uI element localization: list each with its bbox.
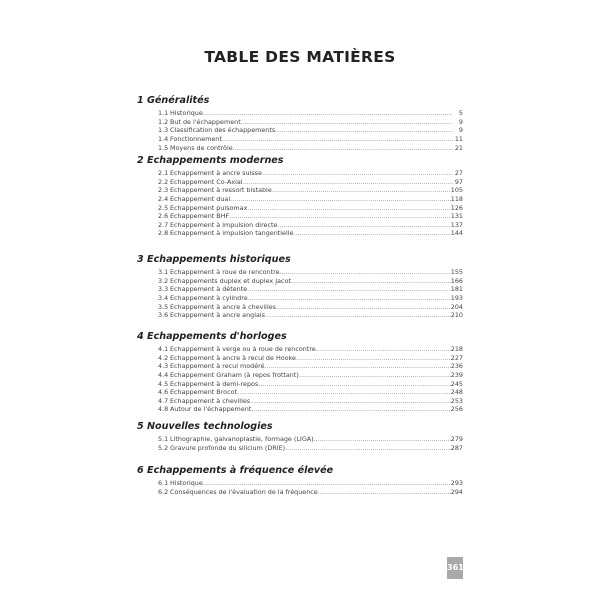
entry-page: 126 (450, 203, 463, 212)
entry-page: 137 (450, 220, 463, 229)
entry-page: 248 (450, 388, 463, 397)
leader-dots (296, 354, 451, 363)
entry-number: 2.7 (158, 220, 169, 229)
toc-entry (137, 186, 463, 195)
entry-label: Echappement à ressort bistable (170, 186, 272, 195)
entry-label: Fonctionnement (170, 134, 222, 143)
leader-dots (241, 118, 453, 127)
toc-entry (137, 294, 463, 303)
entry-page: 227 (450, 353, 463, 362)
toc-entry (137, 277, 463, 286)
entry-label: Echappement à ancre anglais (170, 311, 266, 320)
entry-number: 1.1 (158, 109, 169, 117)
toc-entry (137, 444, 463, 453)
leader-dots (316, 345, 451, 354)
entry-number: 4.8 (158, 405, 169, 414)
entry-number: 2.2 (158, 177, 169, 186)
entry-label: Historique (170, 479, 203, 487)
entry-number: 2.8 (158, 229, 169, 238)
entry-label: Echappement à ancre à chevilles (170, 302, 276, 311)
toc-section (137, 254, 463, 320)
entry-number: 4.4 (158, 370, 169, 379)
entry-page: 181 (450, 285, 463, 294)
entry-page: 5 (458, 109, 463, 117)
toc-entry (137, 285, 463, 294)
leader-dots (230, 195, 451, 204)
toc-entry (137, 397, 463, 406)
toc-entry (137, 109, 463, 118)
leader-dots (262, 169, 453, 178)
toc-entry (137, 135, 463, 144)
leader-dots (229, 212, 451, 221)
entry-number: 4.2 (158, 353, 169, 362)
entry-number: 4.5 (158, 379, 169, 388)
entry-label: Classification des échappements (170, 126, 276, 135)
toc-section (137, 421, 463, 452)
leader-dots (291, 277, 451, 286)
entry-number: 3.1 (158, 268, 169, 276)
toc-entry (137, 204, 463, 213)
toc-entry (137, 268, 463, 277)
entry-number: 3.2 (158, 276, 169, 285)
leader-dots (272, 186, 451, 195)
entry-number: 3.6 (158, 311, 169, 320)
entry-page: 287 (450, 443, 463, 452)
entry-label: Echappement BHF (170, 212, 230, 221)
entry-page: 193 (450, 293, 463, 302)
toc-entry (137, 221, 463, 230)
toc-section (137, 155, 463, 238)
entry-label: Echappements duplex et duplex Jacot (170, 276, 291, 285)
entry-label: Echappement à impulsion directe (170, 220, 278, 229)
entry-number: 6.2 (158, 487, 169, 496)
toc-entry (137, 169, 463, 178)
leader-dots (222, 135, 453, 144)
entry-number: 4.6 (158, 388, 169, 397)
toc-entry (137, 118, 463, 127)
entry-label: Echappement Brocot (170, 388, 238, 397)
toc-entry (137, 479, 463, 488)
toc-entry (137, 362, 463, 371)
page-title: TABLE DES MATIÈRES (204, 48, 396, 66)
leader-dots (233, 144, 453, 153)
leader-dots (251, 405, 451, 414)
entry-label: Lithographie, galvanoplastie, formage (LIGA) (170, 435, 314, 443)
entry-page: 256 (450, 405, 463, 414)
entry-label: Echappement à ancre à recul de Hooke (170, 353, 296, 362)
toc-entry (137, 488, 463, 497)
entry-number: 3.4 (158, 293, 169, 302)
toc-section (137, 95, 463, 152)
entry-page: 118 (450, 194, 463, 203)
entry-number: 4.3 (158, 362, 169, 371)
leader-dots (247, 204, 450, 213)
entry-page: 245 (450, 379, 463, 388)
entry-page: 97 (454, 177, 463, 186)
entry-number: 3.3 (158, 285, 169, 294)
entry-number: 4.1 (158, 345, 169, 353)
entry-label: Echappement à impulsion tangentielle (170, 229, 294, 238)
entry-label: Echappement Graham (à repos frottant) (170, 370, 299, 379)
entry-page: 166 (450, 276, 463, 285)
toc-entry (137, 303, 463, 312)
entry-page: 204 (450, 302, 463, 311)
leader-dots (203, 109, 453, 118)
entry-number: 2.3 (158, 186, 169, 195)
entry-number: 5.1 (158, 435, 169, 443)
entry-label: Echappement à cylindre (170, 293, 248, 302)
toc-entry (137, 405, 463, 414)
toc-entry (137, 229, 463, 238)
entry-label: Echappement à détente (170, 285, 248, 294)
entry-page: 294 (450, 487, 463, 496)
toc-entry (137, 345, 463, 354)
entry-page: 105 (450, 186, 463, 195)
entry-page: 210 (450, 311, 463, 320)
toc-entry (137, 212, 463, 221)
entry-label: But de l'échappement (170, 117, 241, 126)
leader-dots (299, 371, 451, 380)
section-heading: 2 Echappements modernes (137, 155, 284, 166)
leader-dots (285, 444, 451, 453)
leader-dots (203, 479, 451, 488)
entry-label: Echappement à roue de rencontre (170, 268, 280, 276)
entry-label: Historique (170, 109, 203, 117)
entry-label: Echappement à chevilles (170, 396, 251, 405)
entry-number: 1.2 (158, 117, 169, 126)
leader-dots (243, 178, 453, 187)
entry-label: Echappement à recul modéré (170, 362, 265, 371)
entry-number: 4.7 (158, 396, 169, 405)
entry-label: Conséquences de l'évaluation de la fréquence (170, 487, 318, 496)
entry-page: 9 (458, 126, 463, 135)
section-heading: 4 Echappements d'horloges (137, 331, 287, 342)
entry-number: 2.1 (158, 169, 169, 177)
entry-page: 293 (450, 479, 463, 487)
entry-number: 2.5 (158, 203, 169, 212)
entry-page: 253 (450, 396, 463, 405)
leader-dots (247, 285, 451, 294)
leader-dots (265, 362, 451, 371)
entry-page: 155 (450, 268, 463, 276)
entry-label: Echappement pulsomax (170, 203, 248, 212)
entry-label: Echappement Co-Axial (170, 177, 243, 186)
toc-section (137, 331, 463, 414)
entry-number: 3.5 (158, 302, 169, 311)
toc-entry (137, 388, 463, 397)
toc-entry (137, 144, 463, 153)
entry-number: 1.5 (158, 143, 169, 152)
page-number: 361 (447, 557, 463, 579)
entry-number: 2.6 (158, 212, 169, 221)
entry-number: 5.2 (158, 443, 169, 452)
entry-page: 239 (450, 370, 463, 379)
entry-page: 9 (458, 117, 463, 126)
toc-entry (137, 380, 463, 389)
leader-dots (250, 397, 451, 406)
toc-entry (137, 354, 463, 363)
leader-dots (275, 126, 453, 135)
entry-number: 6.1 (158, 479, 169, 487)
entry-label: Autour de l'échappement (170, 405, 252, 414)
entry-label: Moyens de contrôle (170, 143, 233, 152)
entry-page: 27 (454, 169, 463, 177)
leader-dots (237, 388, 451, 397)
leader-dots (258, 380, 451, 389)
entry-label: Echappement à verge ou à roue de rencontre (170, 345, 316, 353)
leader-dots (277, 221, 450, 230)
leader-dots (265, 311, 451, 320)
entry-number: 1.4 (158, 134, 169, 143)
toc-entry (137, 435, 463, 444)
entry-page: 218 (450, 345, 463, 353)
section-heading: 1 Généralités (137, 95, 210, 106)
toc-entry (137, 371, 463, 380)
leader-dots (280, 268, 451, 277)
leader-dots (248, 294, 451, 303)
toc-section (137, 465, 463, 496)
entry-number: 2.4 (158, 194, 169, 203)
toc-entry (137, 178, 463, 187)
entry-page: 279 (450, 435, 463, 443)
leader-dots (276, 303, 451, 312)
entry-number: 1.3 (158, 126, 169, 135)
entry-page: 131 (450, 212, 463, 221)
entry-page: 144 (450, 229, 463, 238)
toc-entry (137, 195, 463, 204)
section-heading: 3 Echappements historiques (137, 254, 291, 265)
section-heading: 6 Echappements à fréquence élevée (137, 465, 334, 476)
leader-dots (318, 488, 451, 497)
section-heading: 5 Nouvelles technologies (137, 421, 273, 432)
entry-label: Echappement à ancre suisse (170, 169, 262, 177)
entry-label: Echappement dual (170, 194, 231, 203)
toc-entry (137, 311, 463, 320)
leader-dots (314, 435, 451, 444)
leader-dots (293, 229, 450, 238)
toc-entry (137, 126, 463, 135)
entry-page: 21 (454, 143, 463, 152)
entry-label: Echappement à demi-repos (170, 379, 259, 388)
entry-page: 236 (450, 362, 463, 371)
entry-label: Gravure profonde du silicium (DRIE) (170, 443, 286, 452)
entry-page: 11 (454, 134, 463, 143)
